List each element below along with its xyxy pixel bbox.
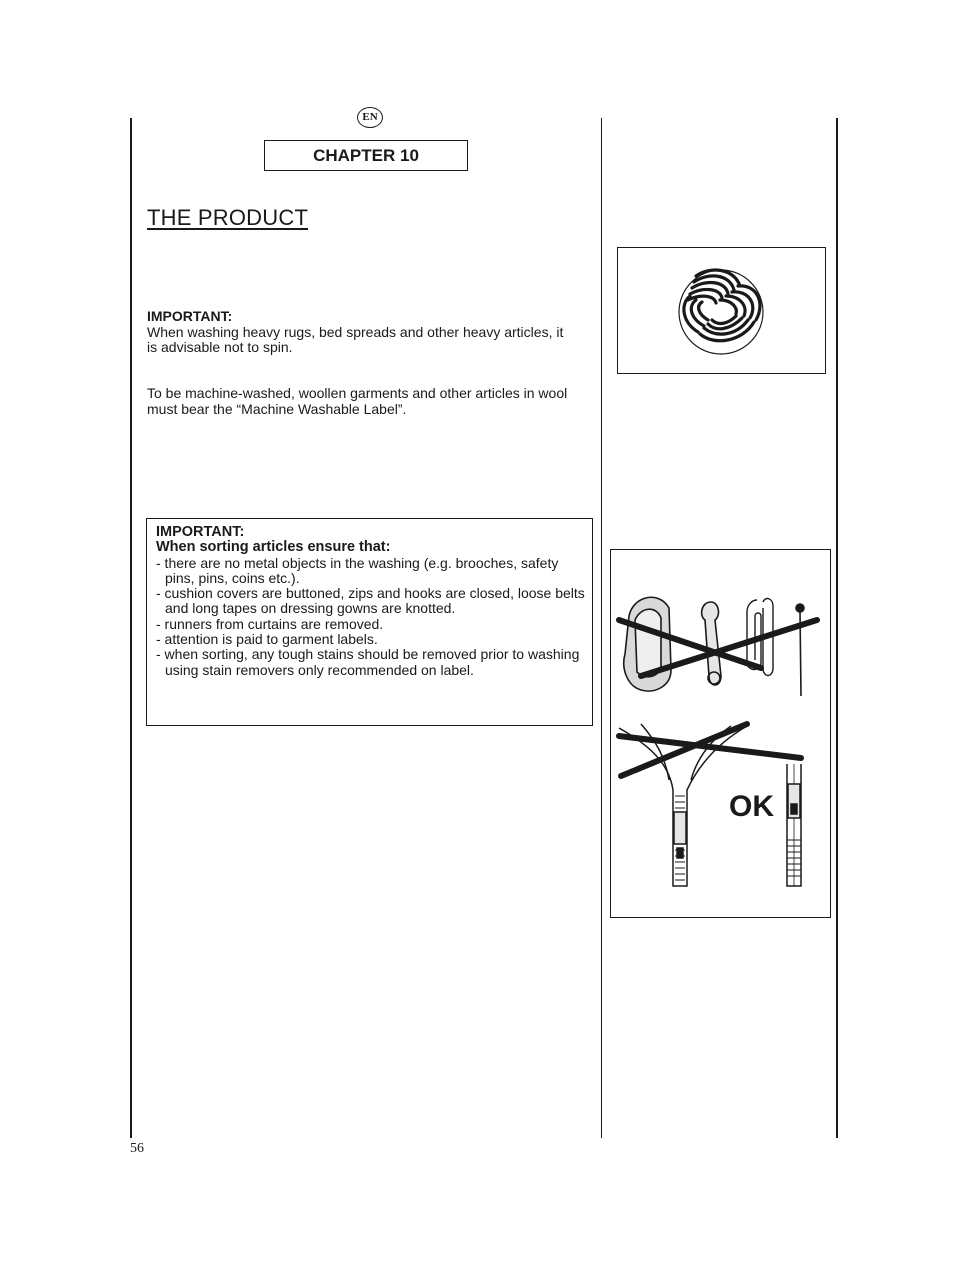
zip-ok-label: OK (729, 790, 774, 823)
crossed-out-metal-objects-icon (611, 550, 830, 917)
list-item: - when sorting, any tough stains should be removed prior to washing using stain removers only recommended on label. (156, 646, 580, 678)
page-title: THE PRODUCT (147, 205, 309, 230)
sorting-illustration-frame (610, 549, 831, 918)
language-badge: EN (357, 107, 383, 128)
list-item: - there are no metal objects in the washing (e.g. brooches, safety pins, pins, coins etc.). (156, 554, 559, 586)
important-heavy-block (147, 309, 577, 356)
wool-note: To be machine-washed, woollen garments and other articles in wool must bear the “Machine Washable Label”. (147, 385, 568, 417)
sorting-list (156, 556, 588, 678)
left-margin-rule (130, 118, 132, 1138)
sorting-instructions-box (146, 518, 593, 726)
list-item: - cushion covers are buttoned, zips and hooks are closed, loose belts and long tapes on dressing gowns are knotted. (156, 585, 585, 617)
woolmark-icon (618, 248, 825, 373)
list-item: - attention is paid to garment labels. (156, 631, 378, 648)
chapter-label: CHAPTER 10 (264, 140, 468, 171)
woolmark-frame (617, 247, 826, 374)
list-item: - runners from curtains are removed. (156, 615, 384, 632)
sorting-subheading: When sorting articles ensure that: (156, 539, 391, 556)
right-margin-rule (836, 118, 838, 1138)
column-divider-rule (601, 118, 602, 1138)
sorting-heading: IMPORTANT: (156, 524, 245, 540)
page-number: 56 (130, 1141, 144, 1156)
important-heading: IMPORTANT: (147, 308, 233, 324)
important-body: When washing heavy rugs, bed spreads and other heavy articles, it is advisable not to spin. (147, 323, 564, 355)
